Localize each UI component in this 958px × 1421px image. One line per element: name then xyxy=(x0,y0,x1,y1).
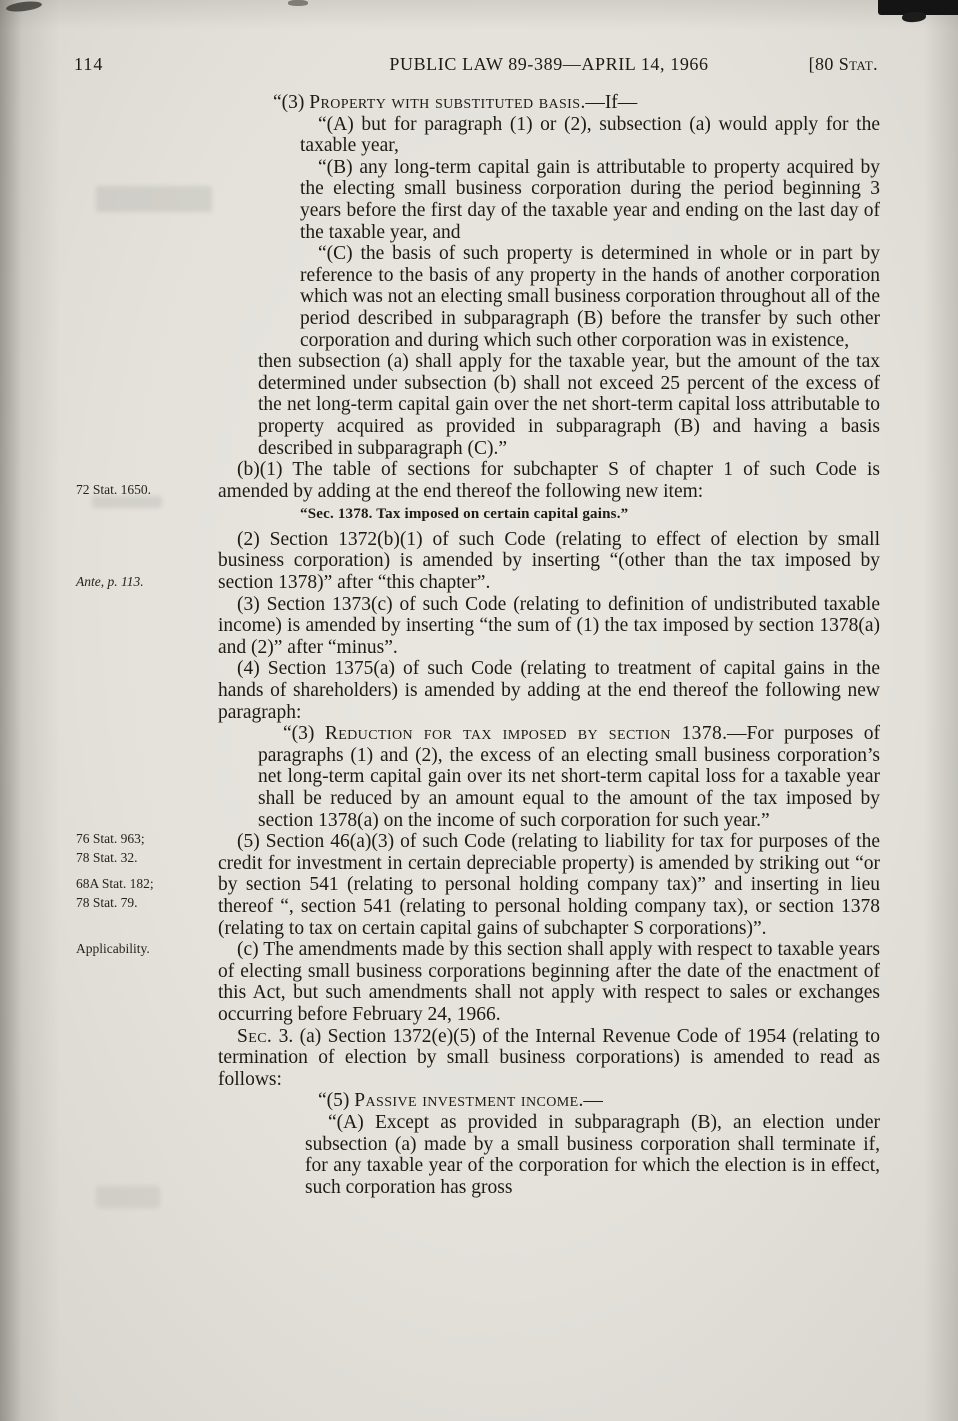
bleed-through-smudge xyxy=(96,186,212,212)
margin-note xyxy=(76,874,210,912)
scan-artifact-top-middle xyxy=(288,0,308,6)
text-segment: (5) Section 46(a)(3) of such Code (relating to liability for tax for purposes of the credit for investment in certain depreciable property) is amended by striking out “or by section 541 (relating to personal holding company tax)” and inserting in lieu thereof “, section 541 (relating to personal holding company tax), or section 1378 (relating to tax on certain capital gains of subchapter S corporations)”. xyxy=(218,831,880,939)
margin-note-line: 78 Stat. 32. xyxy=(76,850,138,865)
para-b1-table-of-sections xyxy=(218,459,880,502)
text-segment: Reduction for tax imposed by section 1378 xyxy=(324,723,723,745)
text-segment: “(3) xyxy=(273,92,310,113)
text-segment: “(A) Except as provided in subparagraph (B), an election under subsection (a) made by a small business corporation shall terminate if, for any taxable year of the corporation for which the election is in effect, such corporation has gross xyxy=(305,1111,880,1198)
margin-note-line: 72 Stat. 1650. xyxy=(76,482,152,497)
text-segment: (c) The amendments made by this section shall apply with respect to taxable years of electing small business corporations beginning after the date of the enactment of this Act, but such amendments shall not apply with respect to sales or exchanges occurring before February 24, 1966. xyxy=(218,939,880,1025)
text-segment: Sec. xyxy=(237,1025,273,1047)
text-segment: (b)(1) The table of sections for subchapter S of chapter 1 of such Code is amended by adding at the end thereof the following new item: xyxy=(218,459,880,502)
para-3-section-1373c xyxy=(218,594,880,659)
bleed-through-smudge xyxy=(96,1186,160,1208)
text-segment: “(3) xyxy=(283,723,325,745)
page-header xyxy=(0,54,958,78)
para-sec-3 xyxy=(218,1026,880,1091)
para-subparagraph-B xyxy=(300,157,880,243)
margin-note xyxy=(76,572,210,591)
margin-note-line: Ante, p. 113. xyxy=(76,574,144,589)
text-segment: “(5) xyxy=(318,1090,355,1112)
para-c-applicability xyxy=(218,939,880,1025)
para-4-section-1375a xyxy=(218,658,880,723)
margin-note-line: 68A Stat. 182; xyxy=(76,876,154,891)
text-segment: .—For purposes of paragraphs (1) and (2), the excess of an electing small business corporation’s net long-term capital gain over its net short-term capital loss for a taxable year shall be reduced by an amount equal to the amount of the tax imposed by section 1378(a) on the income of such corporation for such year.” xyxy=(258,723,880,831)
para-2-section-1372b1 xyxy=(218,529,880,594)
text-segment: “(A) but for paragraph (1) or (2), subsection (a) would apply for the taxable year, xyxy=(300,113,880,157)
margin-note-line: 76 Stat. 963; xyxy=(76,831,145,846)
para-passive-investment-income xyxy=(318,1090,880,1112)
margin-note xyxy=(76,829,210,867)
text-segment: .—If— xyxy=(580,92,638,113)
text-segment: .— xyxy=(578,1090,603,1112)
text-segment: (3) Section 1373(c) of such Code (relating to definition of undistributed taxable income) is amended by inserting “the sum of (1) the tax imposed by section 1378(a) and (2)” after “minus”. xyxy=(218,593,880,658)
margin-note xyxy=(76,939,210,958)
text-segment: then subsection (a) shall apply for the taxable year, but the amount of the tax determined under subsection (b) shall not exceed 25 percent of the excess of the net long-term capital gain over the net short-term capital loss attributable to property acquired as provided in subparagraph (B) and having a basis described in subparagraph (C).” xyxy=(258,351,880,459)
margin-note xyxy=(76,480,210,499)
text-segment: Property with substituted basis xyxy=(309,92,581,113)
para-A-except xyxy=(305,1112,880,1198)
para-reduction-for-tax xyxy=(258,723,880,831)
para-subparagraph-A xyxy=(300,114,880,157)
para-then-subsection xyxy=(258,351,880,459)
para-property-with-substituted-basis xyxy=(273,92,880,114)
text-column xyxy=(218,92,880,1198)
text-segment: “(C) the basis of such property is determined in whole or in part by reference to the basis of any property in the hands of another corporation which was not an electing small business corporation throughout all of the period described in subparagraph (B) before the transfer by such other corporation and during which such other corporation was in existence, xyxy=(300,243,881,351)
margin-note-line: 78 Stat. 79. xyxy=(76,895,138,910)
page-number: 114 xyxy=(74,54,104,74)
text-segment: “(B) any long-term capital gain is attributable to property acquired by the electing small business corporation during the period beginning 3 years before the first day of the taxable year and ending on the last day of the taxable year, and xyxy=(300,156,880,243)
para-5-section-46a3 xyxy=(218,831,880,939)
margin-note-line: Applicability. xyxy=(76,941,150,956)
header-title: PUBLIC LAW 89-389—APRIL 14, 1966 xyxy=(389,54,709,74)
para-subparagraph-C xyxy=(300,243,880,351)
text-segment: (4) Section 1375(a) of such Code (relating to treatment of capital gains in the hands of shareholders) is amended by adding at the end thereof the following new paragraph: xyxy=(218,658,880,723)
text-segment: (2) Section 1372(b)(1) of such Code (relating to effect of election by small business corporation) is amended by inserting “(other than the tax imposed by section 1378)” after “this chapter”. xyxy=(218,528,880,594)
text-segment: “Sec. 1378. Tax imposed on certain capital gains.” xyxy=(300,506,629,523)
header-stat-citation: [80 Stat. xyxy=(808,54,878,74)
text-segment: Passive investment income xyxy=(354,1090,579,1112)
scan-artifact-top-left xyxy=(6,0,43,13)
para-sec-1378-item xyxy=(300,504,880,526)
text-segment: 3. (a) Section 1372(e)(5) of the Internal Revenue Code of 1954 (relating to termination of election by small business corporations) is amended to read as follows: xyxy=(218,1025,880,1090)
scan-artifact-top-right-blob xyxy=(902,11,927,23)
